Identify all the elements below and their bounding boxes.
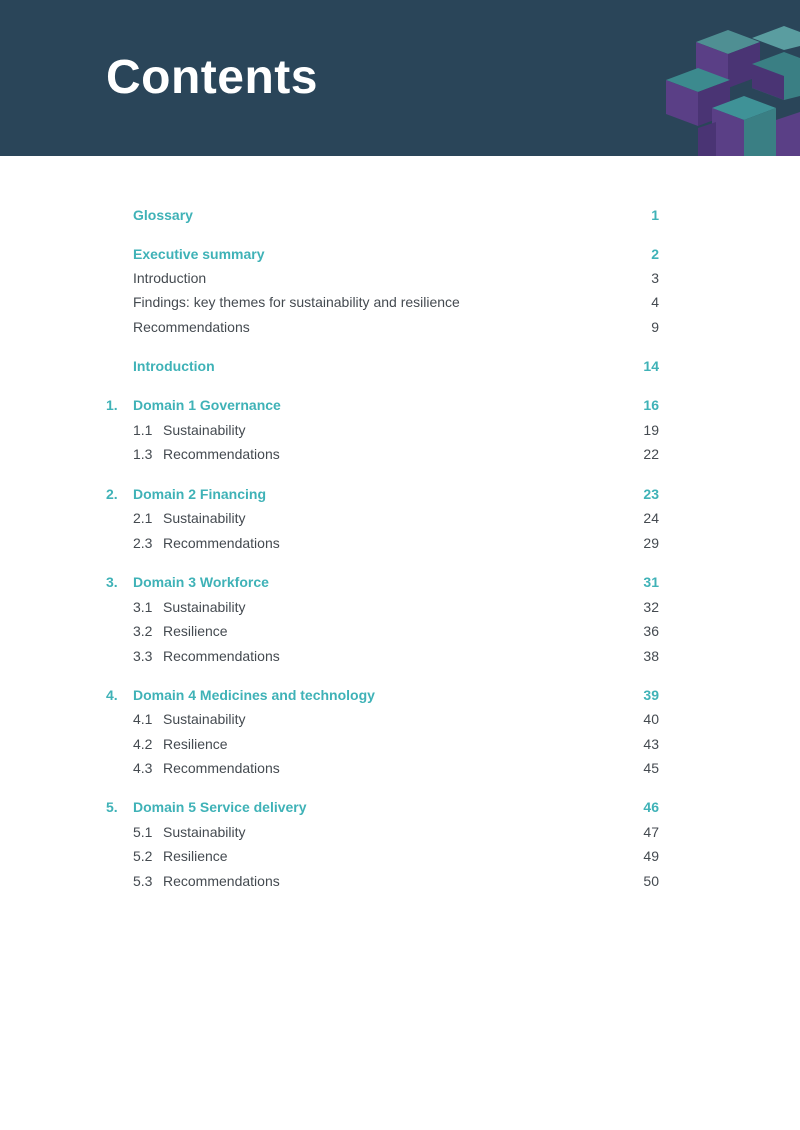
toc-entry-label: Sustainability bbox=[163, 510, 246, 526]
toc-entry-label: Resilience bbox=[163, 736, 228, 752]
toc-entry-label: Domain 1 Governance bbox=[133, 397, 281, 413]
toc-entry-introduction[interactable] bbox=[0, 355, 800, 377]
toc-subentry[interactable] bbox=[0, 443, 800, 465]
toc-subentry-number: 4.3 bbox=[133, 760, 153, 776]
toc-entry-number: 1. bbox=[106, 397, 118, 413]
header-banner bbox=[0, 0, 800, 156]
toc-subentry[interactable] bbox=[0, 845, 800, 867]
cross-cubes-graphic bbox=[0, 0, 800, 156]
toc-subentry[interactable] bbox=[0, 620, 800, 642]
toc-entry-domain-5[interactable] bbox=[0, 796, 800, 818]
toc-subentry-number: 3.1 bbox=[133, 599, 153, 615]
toc-page-number: 9 bbox=[651, 319, 659, 335]
toc-page-number: 24 bbox=[643, 510, 659, 526]
toc-entry-label: Resilience bbox=[163, 848, 228, 864]
toc-subentry[interactable] bbox=[0, 291, 800, 313]
toc-page-number: 2 bbox=[651, 246, 659, 262]
toc-entry-label: Resilience bbox=[163, 623, 228, 639]
toc-entry-domain-3[interactable] bbox=[0, 571, 800, 593]
toc-page-number: 31 bbox=[643, 574, 659, 590]
toc-subentry[interactable] bbox=[0, 870, 800, 892]
toc-entry-number: 3. bbox=[106, 574, 118, 590]
toc-entry-number: 4. bbox=[106, 687, 118, 703]
toc-entry-label: Sustainability bbox=[163, 824, 246, 840]
toc-page-number: 38 bbox=[643, 648, 659, 664]
toc-page-number: 47 bbox=[643, 824, 659, 840]
toc-page-number: 50 bbox=[643, 873, 659, 889]
page-title: Contents bbox=[106, 51, 318, 104]
toc-page-number: 49 bbox=[643, 848, 659, 864]
toc-page-number: 45 bbox=[643, 760, 659, 776]
toc-page-number: 39 bbox=[643, 687, 659, 703]
toc-entry-label: Recommendations bbox=[163, 446, 280, 462]
toc-entry-label: Executive summary bbox=[133, 246, 265, 262]
toc-page-number: 43 bbox=[643, 736, 659, 752]
toc-subentry[interactable] bbox=[0, 419, 800, 441]
toc-entry-label: Recommendations bbox=[133, 319, 250, 335]
toc-subentry-number: 2.3 bbox=[133, 535, 153, 551]
toc-entry-label: Glossary bbox=[133, 207, 193, 223]
toc-entry-label: Domain 4 Medicines and technology bbox=[133, 687, 375, 703]
toc-subentry[interactable] bbox=[0, 645, 800, 667]
toc-entry-domain-1[interactable] bbox=[0, 394, 800, 416]
toc-subentry-number: 5.3 bbox=[133, 873, 153, 889]
toc-page-number: 32 bbox=[643, 599, 659, 615]
toc-entry-label: Introduction bbox=[133, 358, 215, 374]
toc-entry-label: Findings: key themes for sustainability and resilience bbox=[133, 294, 460, 310]
toc-entry-label: Introduction bbox=[133, 270, 207, 286]
toc-entry-label: Sustainability bbox=[163, 711, 246, 727]
toc-subentry-number: 1.1 bbox=[133, 422, 153, 438]
toc-entry-glossary[interactable] bbox=[0, 204, 800, 226]
toc-subentry[interactable] bbox=[0, 267, 800, 289]
toc-page-number: 14 bbox=[643, 358, 659, 374]
toc-subentry-number: 3.2 bbox=[133, 623, 153, 639]
toc-page-number: 46 bbox=[643, 799, 659, 815]
toc-entry-label: Recommendations bbox=[163, 535, 280, 551]
toc-entry-domain-2[interactable] bbox=[0, 483, 800, 505]
toc-subentry-number: 2.1 bbox=[133, 510, 153, 526]
toc-entry-label: Recommendations bbox=[163, 648, 280, 664]
toc-subentry[interactable] bbox=[0, 708, 800, 730]
toc-page-number: 40 bbox=[643, 711, 659, 727]
toc-entry-label: Sustainability bbox=[163, 422, 246, 438]
toc-subentry[interactable] bbox=[0, 596, 800, 618]
toc-page-number: 36 bbox=[643, 623, 659, 639]
toc-page-number: 23 bbox=[643, 486, 659, 502]
toc-subentry[interactable] bbox=[0, 532, 800, 554]
toc-entry-label: Sustainability bbox=[163, 599, 246, 615]
toc-entry-label: Recommendations bbox=[163, 760, 280, 776]
toc-entry-number: 5. bbox=[106, 799, 118, 815]
toc-subentry-number: 5.2 bbox=[133, 848, 153, 864]
toc-entry-domain-4[interactable] bbox=[0, 684, 800, 706]
toc-subentry[interactable] bbox=[0, 821, 800, 843]
toc-entry-label: Domain 3 Workforce bbox=[133, 574, 269, 590]
toc-subentry-number: 5.1 bbox=[133, 824, 153, 840]
toc-subentry[interactable] bbox=[0, 733, 800, 755]
toc-entry-label: Domain 5 Service delivery bbox=[133, 799, 307, 815]
toc-subentry-number: 1.3 bbox=[133, 446, 153, 462]
toc-entry-executive-summary[interactable] bbox=[0, 243, 800, 265]
toc-entry-label: Domain 2 Financing bbox=[133, 486, 267, 502]
toc-page-number: 19 bbox=[643, 422, 659, 438]
toc-subentry[interactable] bbox=[0, 757, 800, 779]
toc-subentry[interactable] bbox=[0, 507, 800, 529]
toc-entry-number: 2. bbox=[106, 486, 118, 502]
toc-page-number: 3 bbox=[651, 270, 659, 286]
toc-entry-label: Recommendations bbox=[163, 873, 280, 889]
toc-page-number: 29 bbox=[643, 535, 659, 551]
toc-page-number: 1 bbox=[651, 207, 659, 223]
toc-subentry-number: 3.3 bbox=[133, 648, 153, 664]
toc-subentry[interactable] bbox=[0, 316, 800, 338]
toc-page-number: 4 bbox=[651, 294, 659, 310]
toc-page-number: 22 bbox=[643, 446, 659, 462]
toc-subentry-number: 4.1 bbox=[133, 711, 153, 727]
toc-subentry-number: 4.2 bbox=[133, 736, 153, 752]
toc-page-number: 16 bbox=[643, 397, 659, 413]
